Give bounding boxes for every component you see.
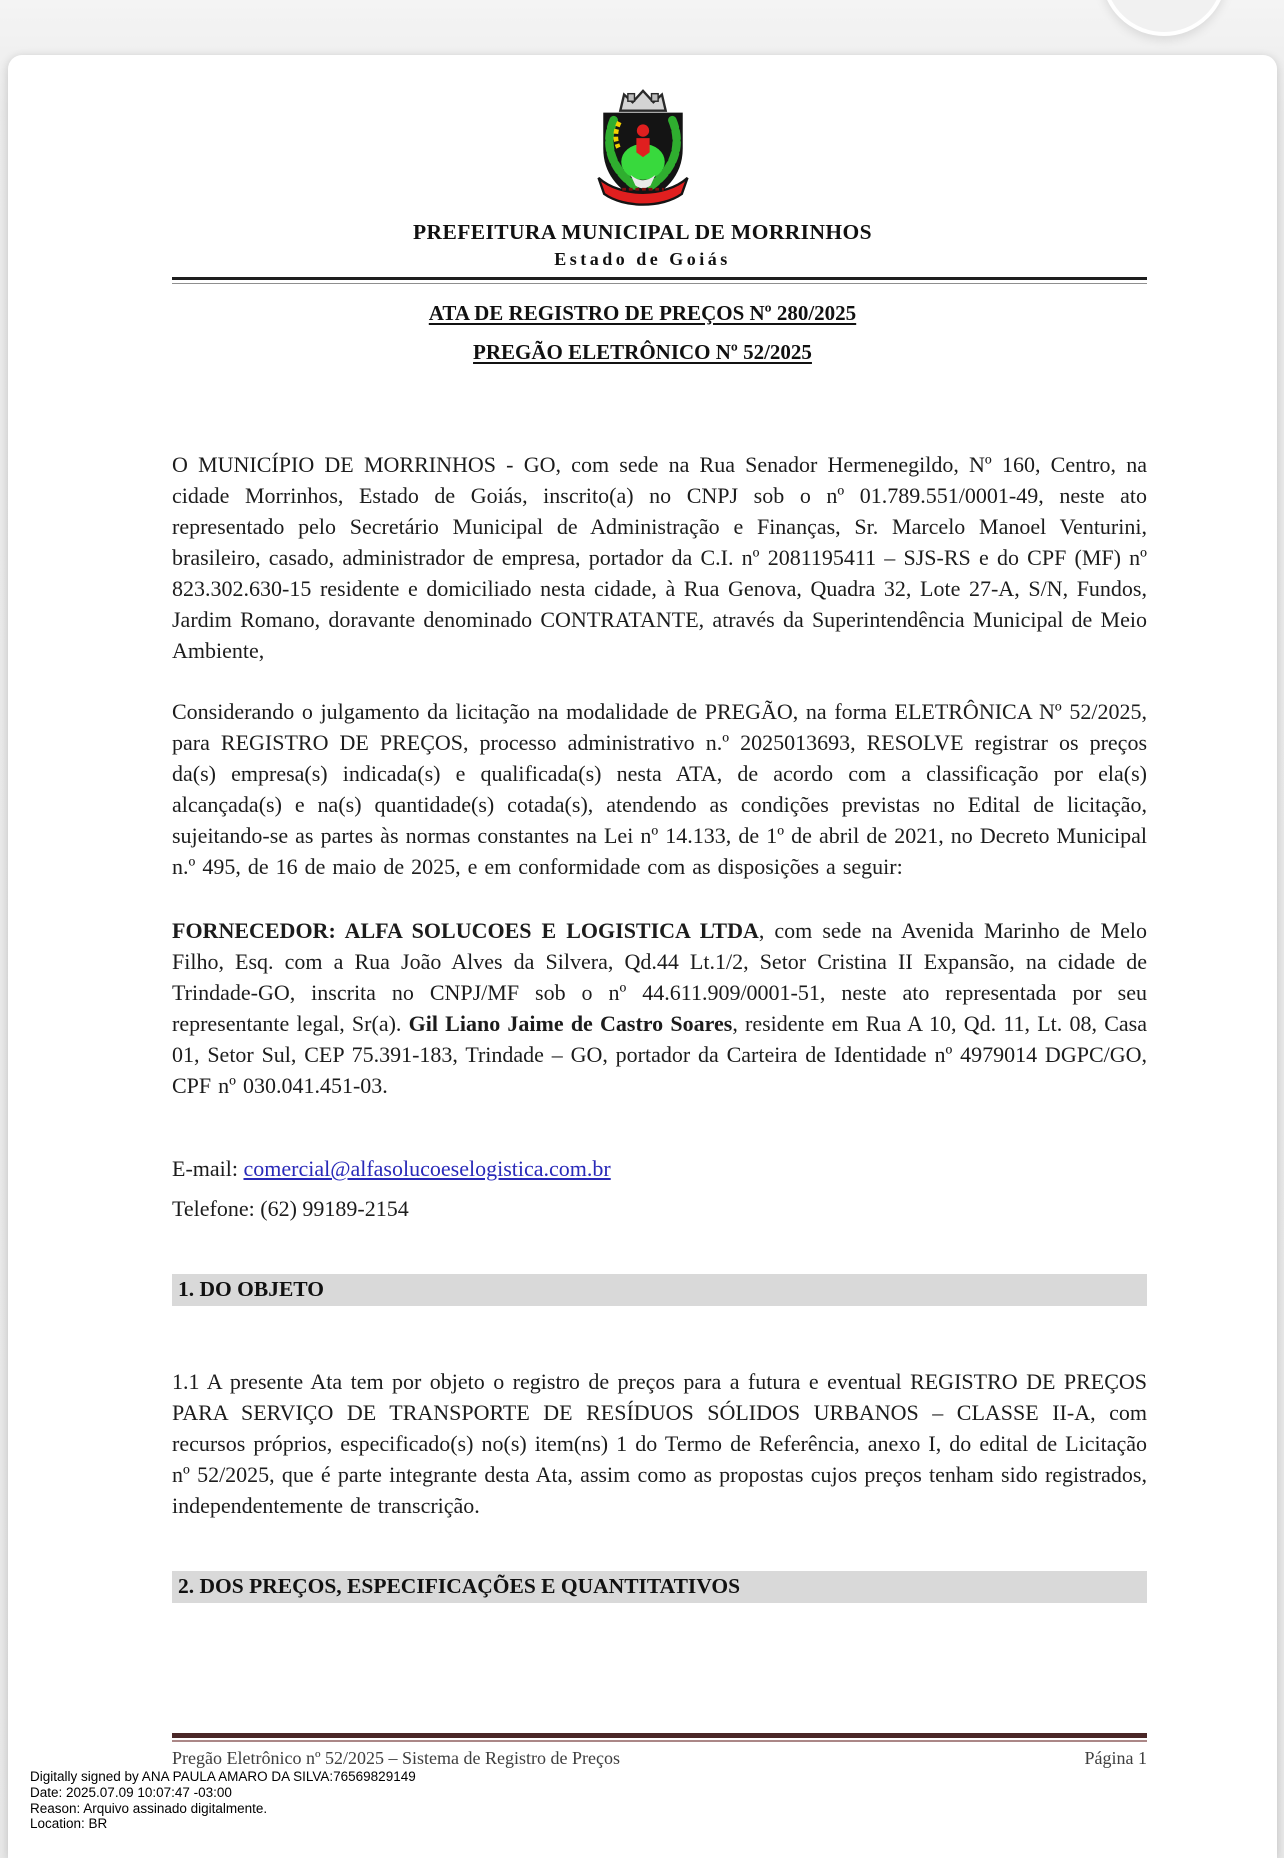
document-header [8,55,1277,270]
paragraph-objeto: 1.1 A presente Ata tem por objeto o registro de preços para a futura e eventual REGISTRO DE PREÇOS PARA SERVIÇO DE TRANSPORTE DE RESÍDUOS SÓLIDOS URBANOS – CLASSE II-A, com recursos próprios, especificado(s) no(s) item(ns) 1 do Termo de Referência, anexo I, do edital de Licitação nº 52/2025, que é parte integrante desta Ata, assim como as propostas cujos preços tenham sido registrados, independentemente de transcrição. [172,1369,1147,1518]
document-page [8,55,1277,1858]
document-titles [8,300,1277,365]
signature-line: Reason: Arquivo assinado digitalmente. [30,1800,268,1816]
page-footer [172,1733,1147,1769]
email-row [172,1153,1147,1184]
municipal-crest-icon [585,88,701,211]
header-divider [172,277,1147,284]
signature-line: Location: BR [30,1816,108,1832]
email-label: E-mail: [172,1156,238,1181]
phone-row: Telefone: (62) 99189-2154 [172,1196,409,1221]
paragraph-fornecedor: FORNECEDOR: ALFA SOLUCOES E LOGISTICA LTDA, com sede na Avenida Marinho de Melo Filho, Esq. com a Rua João Alves da Silvera, Qd.44 Lt.1/2, Setor Cristina II Expansão, na cidade de Trindade-GO, inscrita no CNPJ/MF sob o nº 44.611.909/0001-51, neste ato representada por seu representante legal, Sr(a). Gil Liano Jaime de Castro Soares, residente em Rua A 10, Qd. 11, Lt. 08, Casa 01, Setor Sul, CEP 75.391-183, Trindade – GO, portador da Carteira de Identidade nº 4979014 DGPC/GO, CPF nº 030.041.451-03. [172,918,1147,1098]
org-name: PREFEITURA MUNICIPAL DE MORRINHOS [413,220,872,244]
paragraph-considerando: Considerando o julgamento da licitação na modalidade de PREGÃO, na forma ELETRÔNICA Nº 52/2025, para REGISTRO DE PREÇOS, processo administrativo n.º 2025013693, RESOLVE registrar os preços da(s) empresa(s) indicada(s) e qualificada(s) nesta ATA, de acordo com a classificação por ela(s) alcançada(s) e na(s) quantidade(s) cotada(s), atendendo as condições previstas no Edital de licitação, sujeitando-se as partes às normas constantes na Lei nº 14.133, de 1º de abril de 2021, no Decreto Municipal n.º 495, de 16 de maio de 2025, e em conformidade com as disposições a seguir: [172,699,1147,879]
section-heading-precos: 2. DOS PREÇOS, ESPECIFICAÇÕES E QUANTITATIVOS [172,1571,1147,1603]
signature-line: Digitally signed by ANA PAULA AMARO DA SILVA:76569829149 [30,1769,416,1784]
document-body [8,449,1277,1603]
signature-line: Date: 2025.07.09 10:07:47 -03:00 [30,1784,232,1800]
ata-title: ATA DE REGISTRO DE PREÇOS Nº 280/2025 [428,301,857,325]
paragraph-municipio: O MUNICÍPIO DE MORRINHOS - GO, com sede na Rua Senador Hermenegildo, Nº 160, Centro, na cidade Morrinhos, Estado de Goiás, inscrito(a) no CNPJ sob o nº 01.789.551/0001-49, neste ato representado pelo Secretário Municipal de Administração e Finanças, Sr. Marcelo Manoel Venturini, brasileiro, casado, administrador de empresa, portador da C.I. nº 2081195411 – SJS-RS e do CPF (MF) nº 823.302.630-15 residente e domiciliado nesta cidade, à Rua Genova, Quadra 32, Lote 27-A, S/N, Fundos, Jardim Romano, doravante denominado CONTRATANTE, através da Superintendência Municipal de Meio Ambiente, [172,452,1147,663]
footer-divider [172,1733,1147,1742]
section-heading-objeto: 1. DO OBJETO [172,1274,1147,1306]
page-number: Página 1 [1084,1748,1147,1768]
footer-left-text: Pregão Eletrônico nº 52/2025 – Sistema de Registro de Preços [172,1748,620,1768]
org-subtitle: Estado de Goiás [554,249,731,269]
digital-signature-overlay [30,1769,416,1832]
email-link[interactable]: comercial@alfasolucoeselogistica.com.br [243,1156,611,1181]
floating-circle [1101,0,1227,36]
pregao-title: PREGÃO ELETRÔNICO Nº 52/2025 [473,340,812,364]
